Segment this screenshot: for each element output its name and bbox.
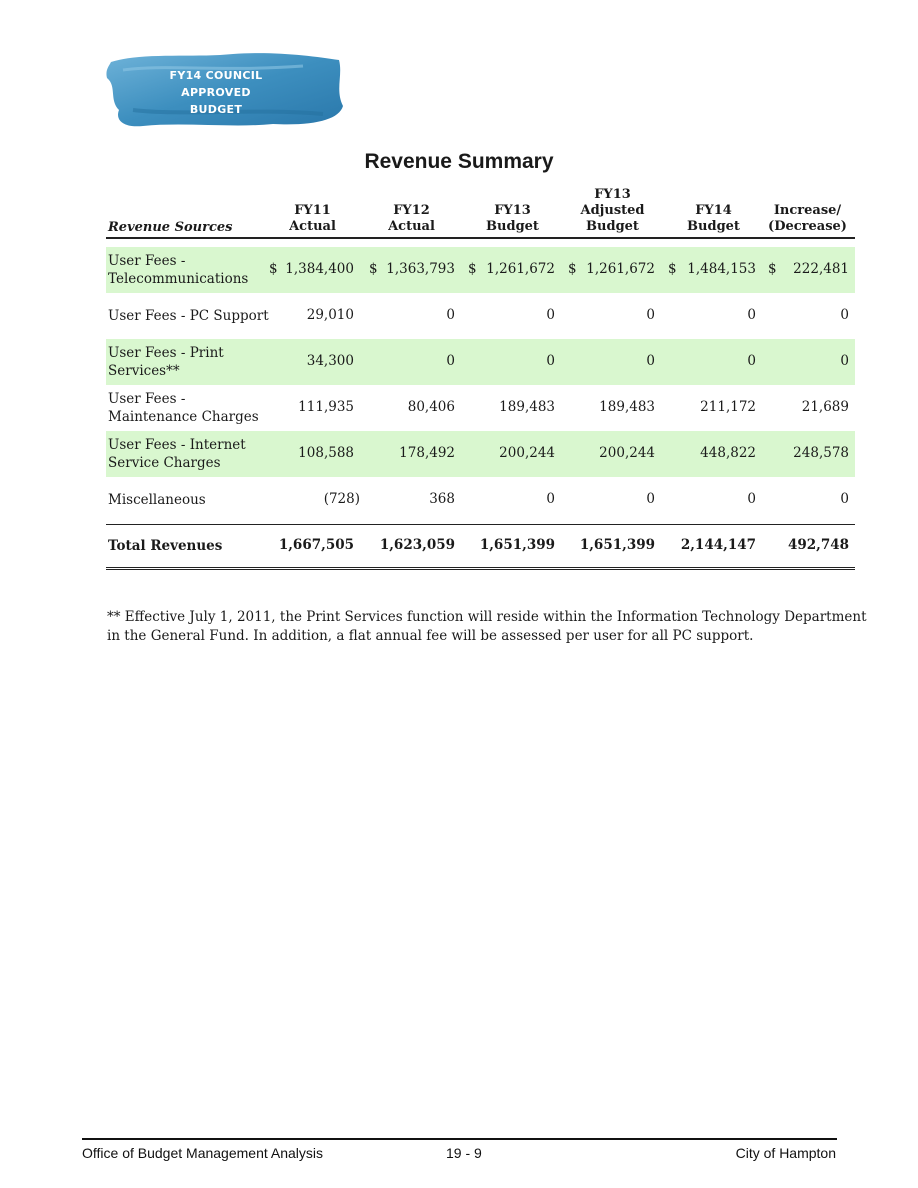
value-cell	[369, 399, 455, 417]
column-header	[760, 203, 855, 235]
value-number: 108,588	[298, 445, 354, 461]
total-label: Total Revenues	[108, 538, 223, 554]
row-label: User Fees - Internet Service Charges	[108, 437, 246, 471]
value-cell	[269, 353, 354, 371]
value-number: 368	[429, 491, 455, 507]
table-row	[106, 339, 855, 385]
footer-right: City of Hampton	[735, 1145, 836, 1161]
value-cell	[568, 307, 655, 325]
row-label: Miscellaneous	[108, 492, 206, 508]
currency-symbol: $	[668, 261, 677, 277]
total-value-number: 1,667,505	[278, 537, 354, 553]
currency-symbol: $	[768, 261, 777, 277]
value-cell	[668, 399, 756, 417]
table-row	[106, 477, 855, 523]
value-cell	[768, 353, 849, 371]
row-label: User Fees - Print Services**	[108, 345, 224, 379]
value-number: 0	[747, 353, 756, 369]
total-value-cell	[369, 537, 455, 555]
stamp-line: APPROVED	[181, 86, 251, 99]
value-cell	[468, 445, 555, 463]
value-number: (728)	[323, 491, 360, 507]
revenue-summary-table	[106, 176, 855, 570]
total-value-cell	[768, 537, 849, 555]
total-value-cell	[568, 537, 655, 555]
value-number: 0	[546, 307, 555, 323]
value-number: 189,483	[499, 399, 555, 415]
value-number: 1,363,793	[386, 261, 455, 277]
value-number: 0	[646, 307, 655, 323]
value-cell	[269, 491, 360, 509]
value-number: 0	[840, 353, 849, 369]
total-value-number: 1,651,399	[479, 537, 555, 553]
value-number: 34,300	[306, 353, 354, 369]
value-cell	[468, 399, 555, 417]
currency-symbol: $	[468, 261, 477, 277]
column-header-line: Budget	[586, 219, 639, 234]
value-cell	[369, 307, 455, 325]
row-label: User Fees - Maintenance Charges	[108, 391, 259, 425]
value-number: 0	[646, 353, 655, 369]
value-cell	[668, 491, 756, 509]
value-number: 0	[840, 491, 849, 507]
value-cell	[768, 399, 849, 417]
value-cell	[768, 445, 849, 463]
value-cell	[568, 353, 655, 371]
value-cell	[369, 445, 455, 463]
value-number: 80,406	[407, 399, 455, 415]
footer-left: Office of Budget Management Analysis	[82, 1145, 323, 1161]
total-row	[106, 525, 855, 570]
value-number: 111,935	[298, 399, 354, 415]
value-number: 211,172	[700, 399, 756, 415]
currency-symbol: $	[269, 261, 278, 277]
value-number: 200,244	[499, 445, 555, 461]
currency-symbol: $	[369, 261, 378, 277]
row-label: User Fees - PC Support	[108, 308, 269, 324]
column-header-line: FY12	[393, 203, 430, 218]
total-value-number: 1,651,399	[579, 537, 655, 553]
total-value-cell	[668, 537, 756, 555]
page-number: 19 - 9	[446, 1145, 482, 1161]
value-cell	[668, 353, 756, 371]
column-header-line: (Decrease)	[768, 219, 847, 234]
column-header	[666, 203, 761, 235]
column-header	[364, 203, 459, 235]
value-number: 0	[747, 307, 756, 323]
column-header-line: FY11	[294, 203, 331, 218]
value-cell	[369, 261, 455, 279]
column-header-line: Budget	[687, 219, 740, 234]
value-cell	[668, 261, 756, 279]
value-cell	[568, 261, 655, 279]
column-header-line: Adjusted	[580, 203, 645, 218]
value-cell	[269, 307, 354, 325]
column-header-line: Increase/	[773, 203, 842, 218]
table-body	[106, 247, 855, 523]
row-label: User Fees - Telecommunications	[108, 253, 249, 287]
value-number: 0	[546, 491, 555, 507]
table-row	[106, 293, 855, 339]
value-number: 222,481	[793, 261, 849, 277]
value-number: 0	[646, 491, 655, 507]
table-row	[106, 431, 855, 477]
value-number: 189,483	[599, 399, 655, 415]
value-number: 21,689	[801, 399, 849, 415]
column-header	[265, 203, 360, 235]
column-header-line: FY14	[695, 203, 732, 218]
total-value-cell	[468, 537, 555, 555]
column-header	[565, 187, 660, 235]
value-number: 1,261,672	[486, 261, 555, 277]
value-cell	[269, 445, 354, 463]
value-cell	[468, 353, 555, 371]
table-row	[106, 247, 855, 293]
value-number: 1,261,672	[586, 261, 655, 277]
stamp-text	[150, 67, 282, 118]
total-value-cell	[269, 537, 354, 555]
value-cell	[568, 399, 655, 417]
stamp-line: BUDGET	[189, 103, 243, 116]
value-number: 1,384,400	[285, 261, 354, 277]
value-cell	[468, 261, 555, 279]
column-header-line: FY13	[494, 203, 531, 218]
value-cell	[768, 261, 849, 279]
value-cell	[668, 445, 756, 463]
value-cell	[768, 307, 849, 325]
value-cell	[269, 261, 354, 279]
value-cell	[468, 491, 555, 509]
footer-rule	[82, 1138, 837, 1140]
value-number: 178,492	[399, 445, 455, 461]
value-number: 448,822	[700, 445, 756, 461]
value-cell	[668, 307, 756, 325]
value-number: 1,484,153	[687, 261, 756, 277]
column-header-line: Actual	[388, 219, 435, 234]
value-number: 248,578	[793, 445, 849, 461]
total-value-number: 2,144,147	[680, 537, 756, 553]
value-cell	[369, 353, 455, 371]
currency-symbol: $	[568, 261, 577, 277]
value-cell	[369, 491, 455, 509]
column-header-line: FY13	[594, 187, 631, 202]
footnote: ** Effective July 1, 2011, the Print Services function will reside within the Information Technology Department in the General Fund. In addition, a flat annual fee will be assessed per user for all PC support.	[107, 609, 867, 644]
column-header-line: Budget	[486, 219, 539, 234]
value-number: 0	[446, 307, 455, 323]
value-number: 200,244	[599, 445, 655, 461]
header-rule	[106, 237, 855, 239]
table-row	[106, 385, 855, 431]
page-title: Revenue Summary	[364, 150, 554, 173]
value-cell	[568, 445, 655, 463]
value-number: 0	[747, 491, 756, 507]
value-number: 29,010	[306, 307, 354, 323]
value-cell	[568, 491, 655, 509]
value-cell	[269, 399, 354, 417]
total-value-number: 1,623,059	[379, 537, 455, 553]
revenue-sources-header: Revenue Sources	[108, 220, 233, 235]
value-cell	[468, 307, 555, 325]
value-cell	[768, 491, 849, 509]
column-header	[465, 203, 560, 235]
total-value-number: 492,748	[787, 537, 849, 553]
value-number: 0	[446, 353, 455, 369]
column-header-line: Actual	[289, 219, 336, 234]
value-number: 0	[546, 353, 555, 369]
table-header	[106, 176, 855, 239]
value-number: 0	[840, 307, 849, 323]
stamp-line: FY14 COUNCIL	[169, 69, 263, 82]
